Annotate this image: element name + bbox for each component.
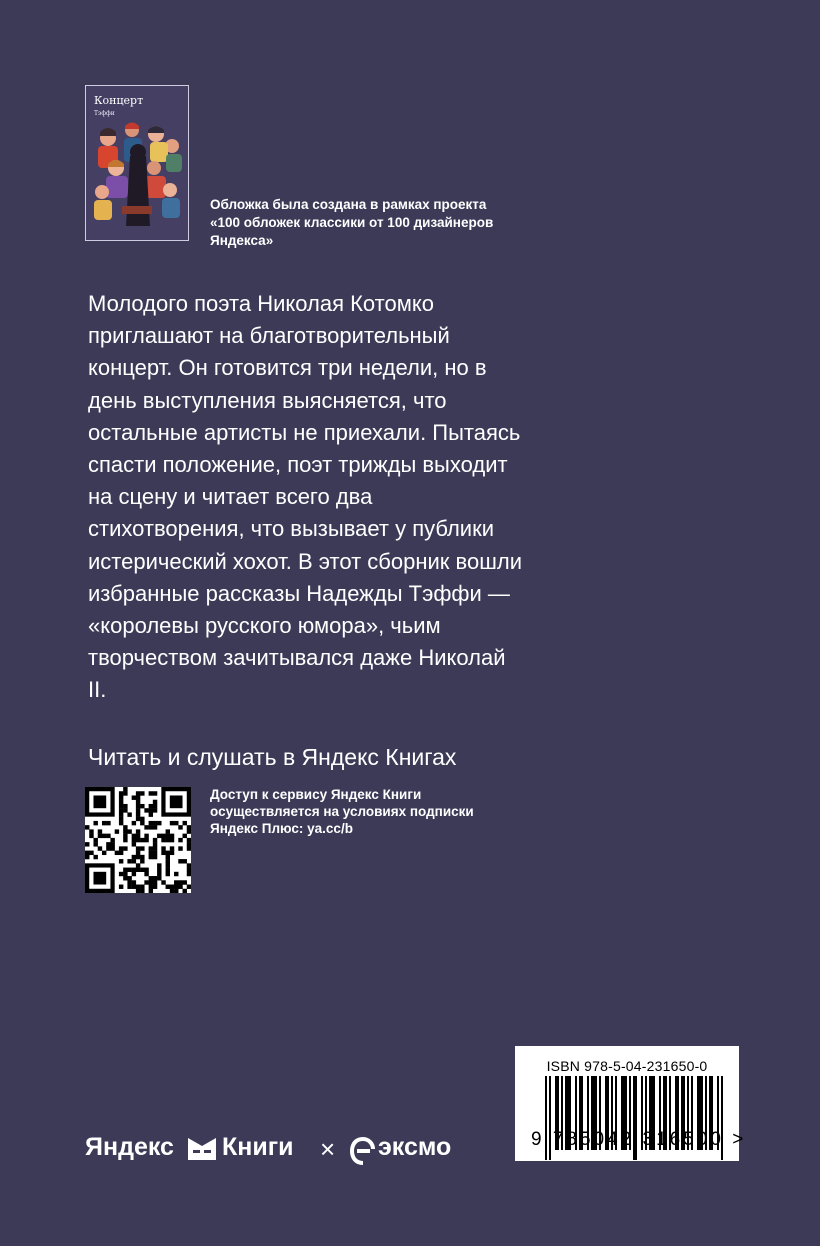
cover-thumbnail [85, 85, 189, 241]
cover-note: Обложка была создана в рамках проекта «100 обложек классики от 100 дизайнеров Яндекса» [210, 197, 494, 248]
times-sign: × [320, 1134, 336, 1164]
kniga-brand: Книги [222, 1133, 294, 1161]
eksmo-brand: эксмо [378, 1133, 452, 1161]
thumbnail-illustration [86, 116, 189, 241]
isbn-number: ISBN 978-5-04-231650-0 [546, 1058, 708, 1074]
eksmo-logo-icon [350, 1135, 376, 1167]
access-text: Доступ к сервису Яндекс Книги осуществляется на условиях подписки Яндекс Плюс: ya.cc/b [210, 787, 474, 836]
yandex-brand: Яндекс [85, 1133, 174, 1161]
read-listen-heading: Читать и слушать в Яндекс Книгах [88, 744, 457, 770]
yandex-books-icon [186, 1136, 218, 1162]
thumbnail-title: Концерт [94, 94, 144, 107]
qr-code-image [85, 787, 191, 893]
ean-digits: 9 785042 316500 > [531, 1129, 747, 1150]
qr-code[interactable] [85, 787, 191, 893]
thumbnail-author: Тэффи [94, 110, 115, 117]
book-description: Молодого поэта Николая Котомко приглашают на благотворительный концерт. Он готовится три недели, но в день выступления выясняется, что остальные артисты не приехали. Пытаясь спасти положение, поэт трижды выходит на сцену и читает всего два стихотворения, что вызывает у публики истерический хохот. В этот сборник вошли избранные рассказы Надежды Тэффи — «королевы русского юмора», чьим творчеством зачитывался даже Николай II. [88, 291, 522, 703]
